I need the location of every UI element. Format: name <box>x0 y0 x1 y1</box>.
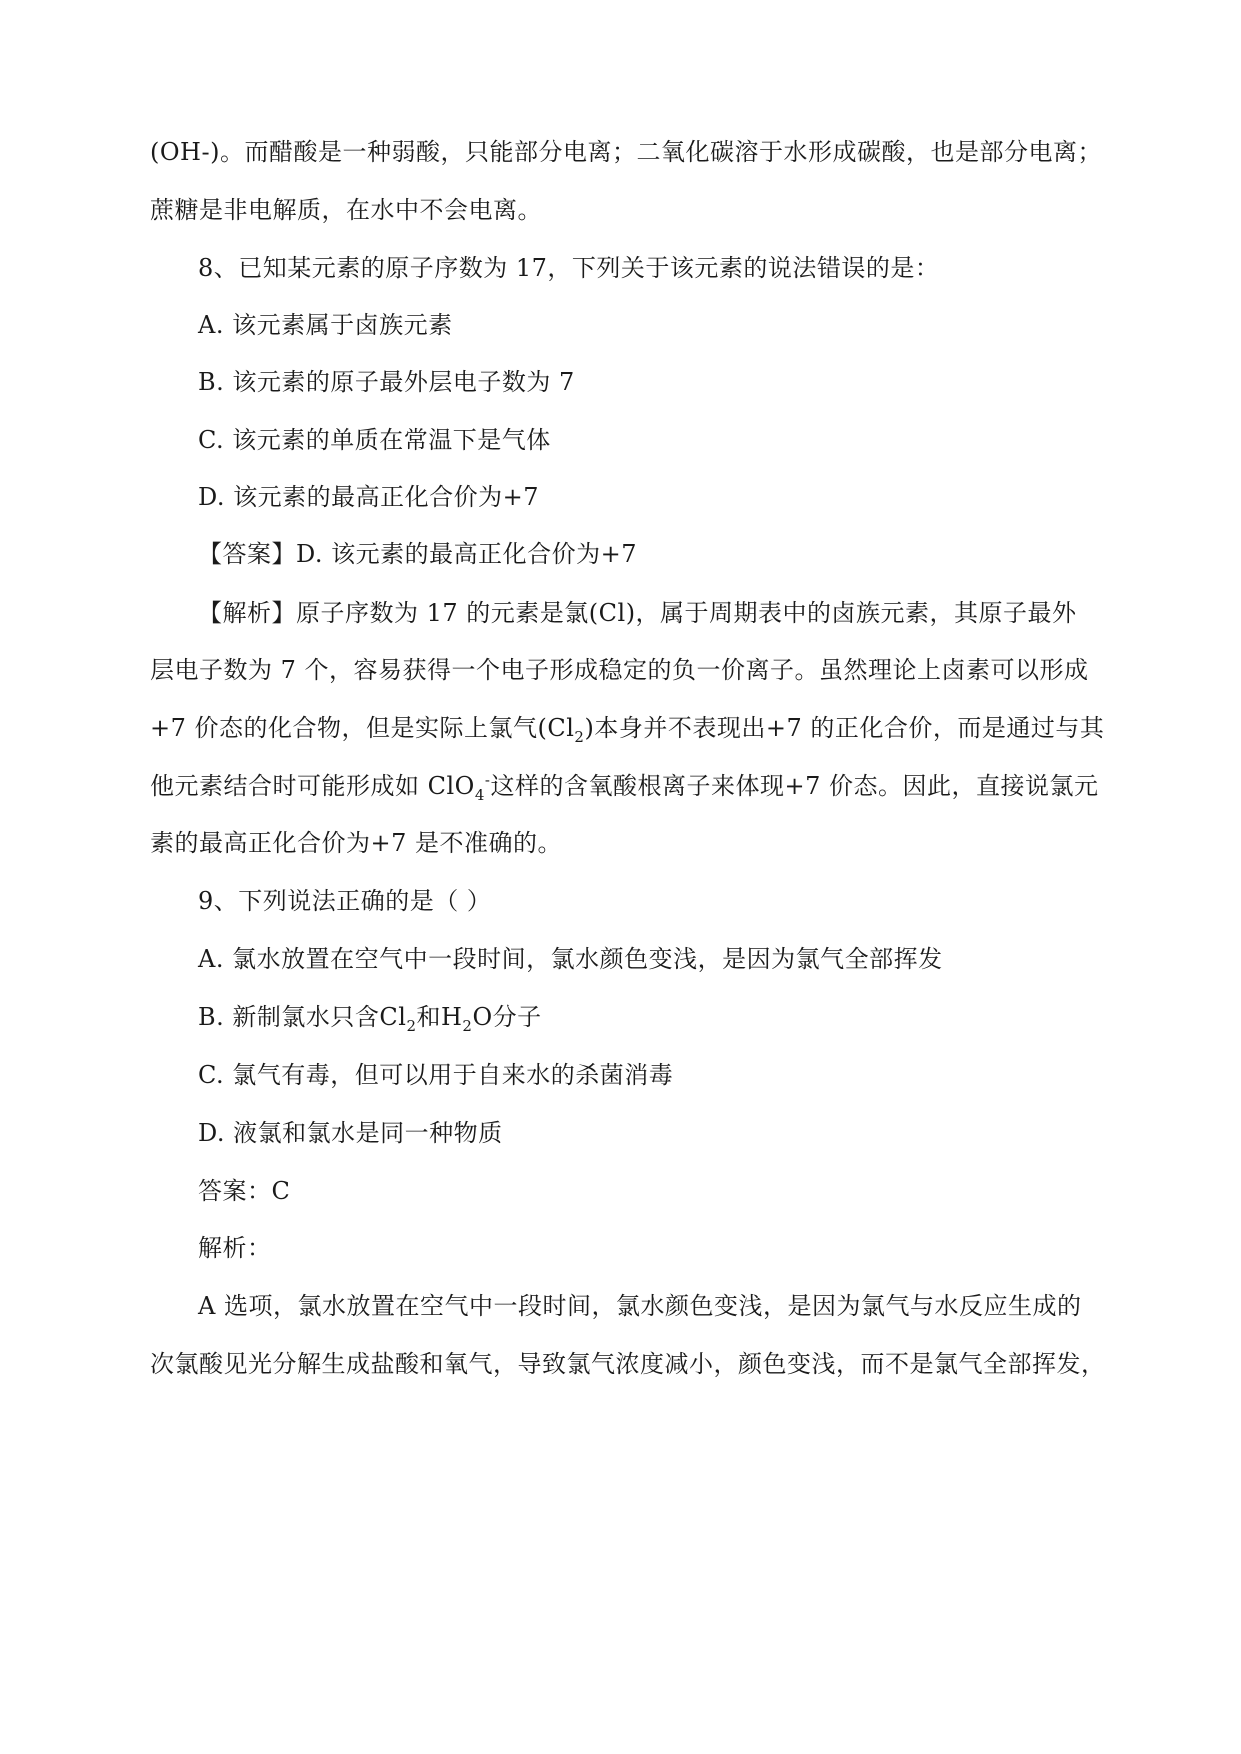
question-9-option-b <box>198 1001 542 1033</box>
text-run: B. 新制氯水只含Cl <box>198 1003 407 1031</box>
text-run: 这样的含氧酸根离子来体现+7 价态。因此，直接说氯元 <box>490 772 1099 800</box>
question-8-analysis-line <box>150 712 1104 744</box>
subscript: 2 <box>574 727 585 746</box>
text-run: )本身并不表现出+7 的正化合价，而是通过与其 <box>584 714 1105 742</box>
subscript: 2 <box>406 1016 417 1035</box>
paragraph-line: 蔗糖是非电解质，在水中不会电离。 <box>150 196 542 224</box>
question-8-answer: 【答案】D. 该元素的最高正化合价为+7 <box>198 540 638 568</box>
question-9-analysis-line: A 选项，氯水放置在空气中一段时间，氯水颜色变浅，是因为氯气与水反应生成的 <box>198 1292 1082 1320</box>
question-8-stem: 8、已知某元素的原子序数为 17，下列关于该元素的说法错误的是： <box>198 254 940 282</box>
question-8-analysis-line: 【解析】原子序数为 17 的元素是氯(Cl)，属于周期表中的卤族元素，其原子最外 <box>198 599 1077 627</box>
question-9-option-a: A. 氯水放置在空气中一段时间，氯水颜色变浅，是因为氯气全部挥发 <box>198 945 943 973</box>
question-9-stem: 9、下列说法正确的是（ ） <box>198 887 492 915</box>
question-8-analysis-line <box>150 770 1098 802</box>
superscript: - <box>484 771 491 789</box>
subscript: 4 <box>474 785 485 804</box>
paragraph-line: (OH-)。而醋酸是一种弱酸，只能部分电离；二氧化碳溶于水形成碳酸，也是部分电离； <box>150 138 1102 166</box>
text-run: 和H <box>416 1003 463 1031</box>
question-8-analysis-line: 层电子数为 7 个，容易获得一个电子形成稳定的负一价离子。虽然理论上卤素可以形成 <box>150 656 1089 684</box>
text-run: O分子 <box>472 1003 542 1031</box>
question-9-analysis-label: 解析： <box>198 1234 272 1262</box>
question-8-option-a: A. 该元素属于卤族元素 <box>198 311 453 339</box>
question-9-answer: 答案：C <box>198 1177 291 1205</box>
text-run: +7 价态的化合物，但是实际上氯气(Cl <box>150 714 575 742</box>
text-run: 他元素结合时可能形成如 ClO <box>150 772 475 800</box>
question-9-option-c: C. 氯气有毒，但可以用于自来水的杀菌消毒 <box>198 1061 674 1089</box>
subscript: 2 <box>462 1016 473 1035</box>
question-8-analysis-line: 素的最高正化合价为+7 是不准确的。 <box>150 829 563 857</box>
question-9-option-d: D. 液氯和氯水是同一种物质 <box>198 1119 503 1147</box>
question-8-option-d: D. 该元素的最高正化合价为+7 <box>198 483 540 511</box>
question-8-option-c: C. 该元素的单质在常温下是气体 <box>198 426 551 454</box>
question-9-analysis-line: 次氯酸见光分解生成盐酸和氧气，导致氯气浓度减小，颜色变浅，而不是氯气全部挥发， <box>150 1350 1106 1378</box>
question-8-option-b: B. 该元素的原子最外层电子数为 7 <box>198 368 575 396</box>
